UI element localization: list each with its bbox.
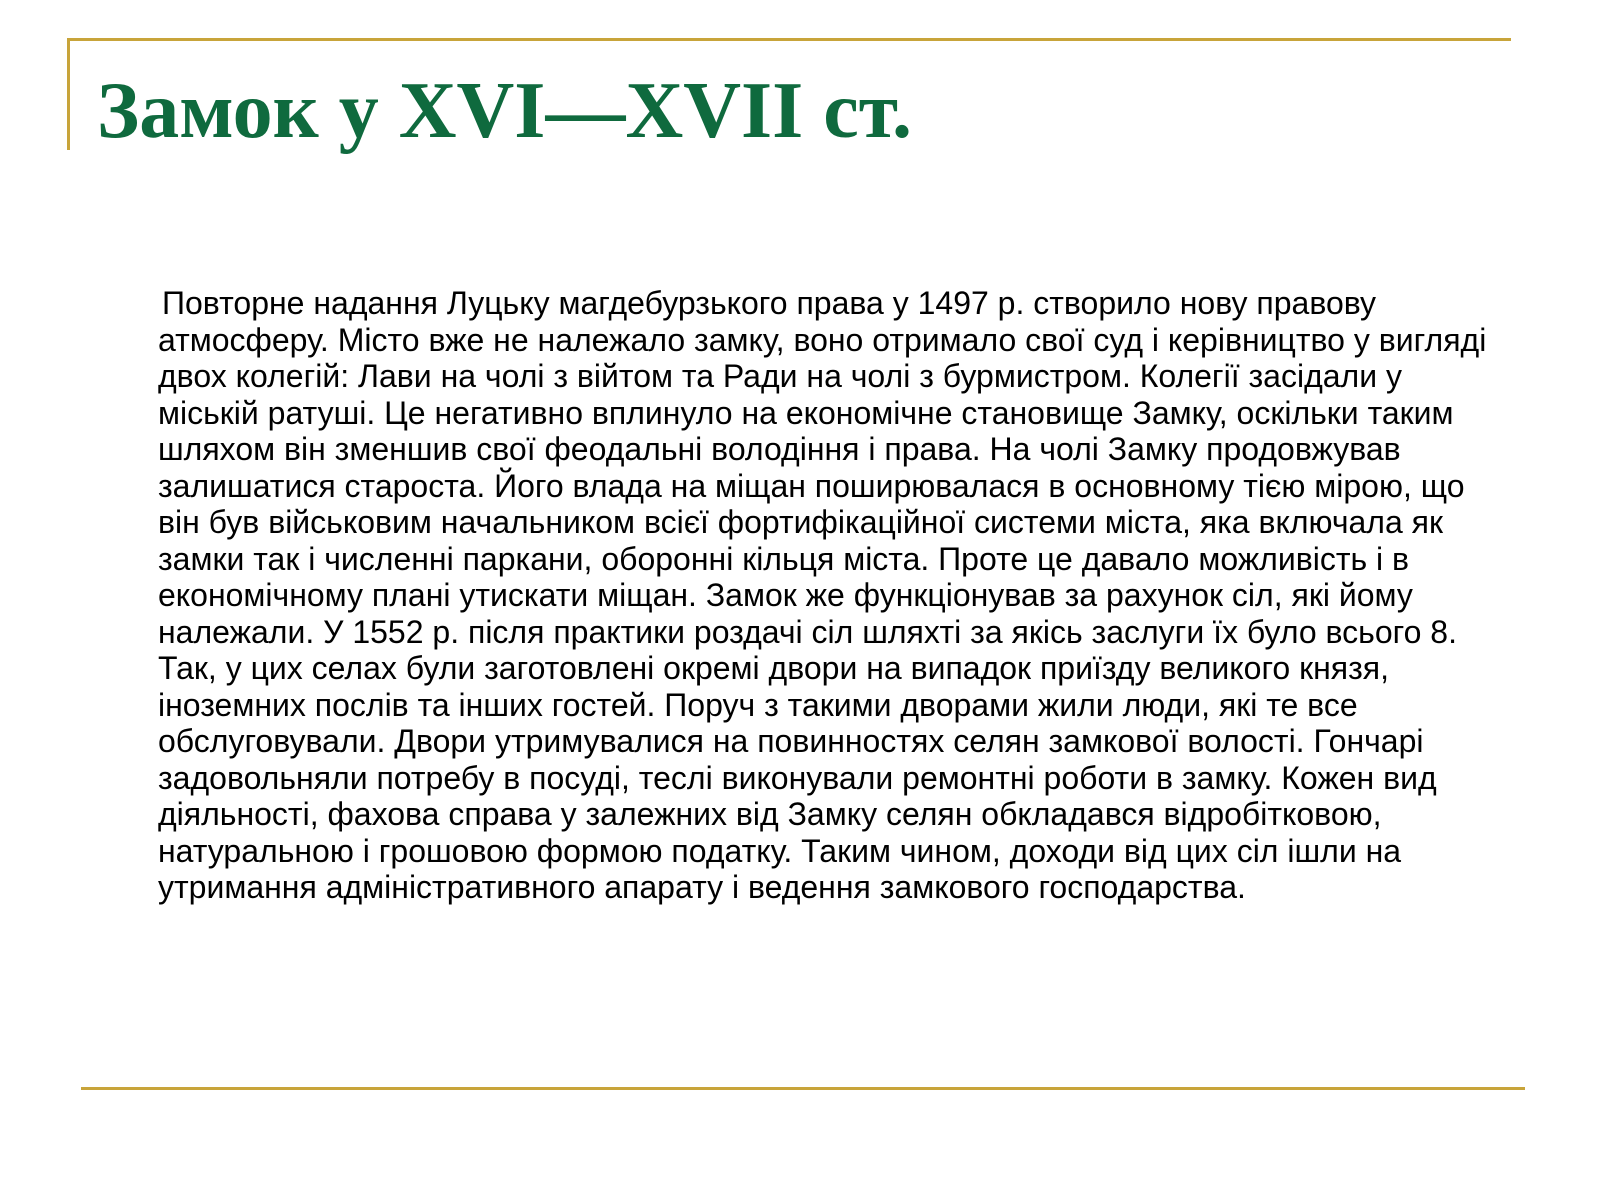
bottom-divider bbox=[81, 1087, 1525, 1090]
top-divider bbox=[67, 38, 1511, 41]
slide-title: Замок у XVI—XVII ст. bbox=[97, 67, 913, 155]
left-accent-divider bbox=[67, 38, 70, 150]
slide-body-text: Повторне надання Луцьку магдебурзького права у 1497 р. створило нову правову атмосферу. Місто вже не належало замку, воно отримало свої суд і керівництво у вигляді двох колегій: Лави на чолі з війтом та Ради на чолі з бурмистром. Колегії засідали у міській ратуші. Це негативно вплинуло на економічне становище Замку, оскільки таким шляхом він зменшив свої феодальні володіння і права. На чолі Замку продовжував залишатися староста. Його влада на міщан поширювалася в основному тією мірою, що він був військовим начальником всієї фортифікаційної системи міста, яка включала як замки так і численні паркани, оборонні кільця міста. Проте це давало можливість і в економічному плані утискати міщан. Замок же функціонував за рахунок сіл, які йому належали. У 1552 р. після практики роздачі сіл шляхті за якісь заслуги їх було всього 8. Так, у цих селах були заготовлені окремі двори на випадок приїзду великого князя, іноземних послів та інших гостей. Поруч з такими дворами жили люди, які те все обслуговували. Двори утримувалися на повинностях селян замкової волості. Гончарі задовольняли потребу в посуді, теслі виконували ремонтні роботи в замку. Кожен вид діяльності, фахова справа у залежних від Замку селян обкладався відробітковою, натуральною і грошовою формою податку. Таким чином, доходи від цих сіл ішли на утримання адміністративного апарату і ведення замкового господарства. bbox=[158, 285, 1487, 905]
